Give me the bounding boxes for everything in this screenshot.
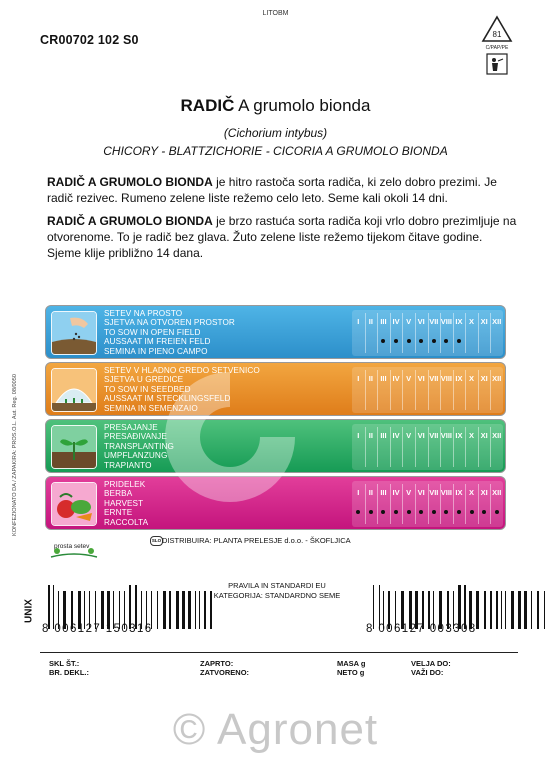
- month-separator: [415, 484, 416, 524]
- printer-label: LITOBM: [262, 10, 289, 17]
- barcode-bar: [180, 591, 181, 629]
- month-dot: [457, 510, 461, 514]
- barcode-bar: [522, 591, 523, 629]
- month-label: II: [368, 317, 373, 326]
- month-cell: [490, 481, 503, 527]
- barcode-bar: [169, 591, 171, 629]
- month-label: XII: [492, 488, 502, 497]
- barcode-bar: [480, 591, 483, 629]
- row-label: SETEV NA PROSTO: [104, 309, 183, 318]
- barcode-bar: [540, 585, 543, 629]
- month-dot: [444, 510, 448, 514]
- row-label: AUSSAAT IM STECKLINGSFELD: [104, 394, 231, 404]
- expiry-fields: VELJA DO: VAŽI DO:: [411, 659, 451, 677]
- month-label: IV: [392, 488, 400, 497]
- month-label: IX: [455, 317, 463, 326]
- barcode-bar: [172, 591, 175, 629]
- month-label: IV: [392, 431, 400, 440]
- slo-badge: SLO: [150, 536, 163, 546]
- recycle-code: 81: [492, 30, 502, 39]
- distributor: DISTRIBUIRA: PLANTA PRELESJE d.o.o. - ŠKOFLJICA: [162, 536, 351, 545]
- month-label: II: [368, 374, 373, 383]
- month-cell: [352, 310, 365, 356]
- month-cell: [352, 481, 365, 527]
- month-cell: [465, 310, 478, 356]
- month-separator: [365, 427, 366, 467]
- barcode-bar: [533, 591, 536, 629]
- month-cell: [453, 424, 466, 470]
- barcode-bar: [537, 591, 539, 629]
- month-separator: [453, 370, 454, 410]
- month-label: II: [368, 488, 373, 497]
- month-separator: [465, 370, 466, 410]
- month-separator: [377, 313, 378, 353]
- month-separator: [402, 313, 403, 353]
- month-dot: [394, 339, 398, 343]
- barcode-bar: [490, 591, 492, 629]
- month-dot: [495, 510, 499, 514]
- month-separator: [415, 313, 416, 353]
- month-separator: [453, 313, 454, 353]
- row-label: HARVEST: [104, 498, 144, 508]
- open-field-label: prosta setev: [54, 543, 90, 550]
- calendar-row-sow: [45, 305, 506, 359]
- month-separator: [415, 370, 416, 410]
- month-separator: [365, 370, 366, 410]
- weight-fields: MASA g NETO g: [337, 659, 366, 677]
- month-separator: [390, 484, 391, 524]
- month-cell: [453, 310, 466, 356]
- barcode-bar: [518, 591, 521, 629]
- month-cell: [440, 367, 453, 413]
- month-separator: [377, 427, 378, 467]
- month-dot: [407, 510, 411, 514]
- month-separator: [428, 370, 429, 410]
- month-label: X: [469, 488, 475, 497]
- month-cell: [428, 424, 441, 470]
- month-cell: [377, 310, 390, 356]
- month-label: I: [357, 431, 360, 440]
- month-dot: [432, 339, 436, 343]
- month-cell: [465, 481, 478, 527]
- month-label: VIII: [440, 431, 452, 440]
- row-label: SEMINA IN PIENO CAMPO: [104, 346, 208, 356]
- row-label: TRANSPLANTING: [104, 441, 174, 451]
- month-cell: [440, 481, 453, 527]
- month-cell: [352, 424, 365, 470]
- sealed-date-fields: ZAPRTO: ZATVORENO:: [200, 659, 250, 677]
- month-cell: [402, 310, 415, 356]
- barcode-bar: [487, 591, 489, 629]
- barcode-bar: [157, 591, 158, 629]
- month-cell: [490, 367, 503, 413]
- month-label: VII: [429, 488, 439, 497]
- barcode-bar: [176, 591, 179, 629]
- month-label: VII: [429, 374, 439, 383]
- month-label: V: [406, 374, 412, 383]
- month-separator: [490, 370, 491, 410]
- month-label: I: [357, 317, 360, 326]
- barcode-bar: [511, 591, 514, 629]
- month-separator: [490, 313, 491, 353]
- barcode-bar: [503, 591, 504, 629]
- month-separator: [377, 370, 378, 410]
- month-separator: [490, 427, 491, 467]
- sowing-hand-icon: [51, 311, 97, 355]
- month-separator: [428, 427, 429, 467]
- row-label: SETEV V HLADNO GREDO SETVENICO: [104, 366, 260, 375]
- month-cell: [428, 367, 441, 413]
- barcode-bar: [484, 591, 486, 629]
- barcode-bar: [524, 591, 527, 629]
- row-label: RACCOLTA: [104, 517, 149, 527]
- month-dot: [419, 339, 423, 343]
- month-separator: [478, 484, 479, 524]
- product-code: CR00702 102 S0: [40, 33, 139, 47]
- barcode-number-right: 8 006127 003308: [366, 623, 477, 635]
- month-grid: [352, 310, 503, 356]
- barcode-number-left: 8 006127 150316: [42, 623, 153, 635]
- unix-label: UNIX: [23, 599, 35, 623]
- barcode-bar: [531, 591, 532, 629]
- month-separator: [402, 427, 403, 467]
- month-label: I: [357, 488, 360, 497]
- month-cell: [365, 424, 378, 470]
- month-dot: [432, 510, 436, 514]
- month-label: VI: [417, 317, 425, 326]
- month-dot: [369, 510, 373, 514]
- description-hr: RADIČ A GRUMOLO BIONDA je brzo rastuća sorta radiča koji vrlo dobro prezimljuje na otvorenome. To je radič bez glava. Žuto zelene liste režemo tijekom čitave godine. Sjeme klije približno 14 dana.: [47, 214, 517, 260]
- month-separator: [415, 427, 416, 467]
- row-label: TO SOW IN SEEDBED: [104, 384, 191, 394]
- month-label: VIII: [440, 317, 452, 326]
- month-dot: [407, 339, 411, 343]
- row-label: SJETVA NA OTVOREN PROSTOR: [104, 318, 235, 328]
- month-label: III: [380, 488, 387, 497]
- row-label: ERNTE: [104, 508, 133, 518]
- row-label: BERBA: [104, 489, 133, 499]
- month-cell: [390, 367, 403, 413]
- month-separator: [402, 484, 403, 524]
- month-cell: [377, 424, 390, 470]
- month-separator: [478, 370, 479, 410]
- month-cell: [365, 310, 378, 356]
- month-cell: [365, 481, 378, 527]
- month-separator: [428, 313, 429, 353]
- month-cell: [402, 424, 415, 470]
- month-cell: [490, 310, 503, 356]
- month-label: VI: [417, 488, 425, 497]
- month-separator: [428, 484, 429, 524]
- month-cell: [415, 367, 428, 413]
- barcode-bar: [528, 591, 530, 629]
- row-label: AUSSAAT IM FREIEN FELD: [104, 337, 211, 347]
- barcode-bar: [493, 591, 495, 629]
- month-separator: [465, 484, 466, 524]
- month-label: III: [380, 317, 387, 326]
- month-label: X: [469, 374, 475, 383]
- barcode-bar: [505, 591, 506, 629]
- month-dot: [381, 510, 385, 514]
- month-label: IX: [455, 431, 463, 440]
- month-label: VII: [429, 431, 439, 440]
- month-separator: [440, 427, 441, 467]
- barcode-bar: [159, 591, 162, 629]
- month-label: IV: [392, 317, 400, 326]
- month-separator: [478, 427, 479, 467]
- recycle-icon: [476, 14, 518, 80]
- month-label: I: [357, 374, 360, 383]
- month-label: V: [406, 431, 412, 440]
- month-separator: [390, 427, 391, 467]
- row-label: UMPFLANZUNG: [104, 451, 168, 461]
- month-cell: [415, 481, 428, 527]
- product-title: RADIČ A grumolo bionda: [180, 96, 371, 115]
- month-separator: [377, 484, 378, 524]
- month-dot: [381, 339, 385, 343]
- standards-info: PRAVILA IN STANDARDI EU KATEGORIJA: STANDARDNO SEME: [213, 581, 341, 600]
- month-label: VIII: [440, 488, 452, 497]
- watermark-logo: [145, 352, 315, 522]
- month-cell: [402, 367, 415, 413]
- vegetables-icon: [51, 482, 97, 526]
- month-label: VI: [417, 431, 425, 440]
- month-label: III: [380, 374, 387, 383]
- month-cell: [415, 424, 428, 470]
- seedling-icon: [51, 425, 97, 469]
- barcode-bar: [182, 591, 185, 629]
- month-label: X: [469, 431, 475, 440]
- description-sl: RADIČ A GRUMOLO BIONDA je hitro rastoča sorta radiča, ki zelo dobro prezimi. Je radič rezivec. Rumeno zelene liste režemo celo leto. Seme kali okoli 14 dni.: [47, 175, 497, 205]
- month-dot: [470, 510, 474, 514]
- month-cell: [390, 310, 403, 356]
- month-separator: [402, 370, 403, 410]
- month-label: XI: [480, 317, 488, 326]
- month-label: IX: [455, 374, 463, 383]
- month-cell: [390, 481, 403, 527]
- month-cell: [490, 424, 503, 470]
- barcode-bar: [515, 591, 517, 629]
- month-cell: [377, 367, 390, 413]
- month-grid: [352, 367, 503, 413]
- month-grid: [352, 424, 503, 470]
- barcode-bar: [507, 591, 510, 629]
- month-cell: [478, 424, 491, 470]
- product-names: CHICORY - BLATTZICHORIE - CICORIA A GRUMOLO BIONDA: [103, 144, 448, 158]
- month-label: III: [380, 431, 387, 440]
- month-separator: [365, 313, 366, 353]
- month-cell: [377, 481, 390, 527]
- month-cell: [440, 310, 453, 356]
- row-label: PRESAJANJE: [104, 423, 158, 432]
- month-separator: [490, 484, 491, 524]
- month-separator: [478, 313, 479, 353]
- month-label: XI: [480, 488, 488, 497]
- recycle-label: C/PAP/PE: [485, 45, 509, 51]
- month-cell: [453, 481, 466, 527]
- month-label: V: [406, 317, 412, 326]
- barcode-bar: [153, 591, 156, 629]
- month-cell: [428, 481, 441, 527]
- packer-info: KONFEZIONATO DA / ZAPAKIRA: PROS.O.L. Aut. Reg. 08/0050: [12, 374, 18, 536]
- month-label: XI: [480, 431, 488, 440]
- barcode-bar: [496, 591, 498, 629]
- month-cell: [478, 481, 491, 527]
- month-cell: [402, 481, 415, 527]
- barcode-bar: [499, 591, 500, 629]
- row-label: SJETVA U GREDICE: [104, 375, 184, 385]
- greenhouse-icon: [51, 368, 97, 412]
- month-dot: [457, 339, 461, 343]
- month-separator: [465, 427, 466, 467]
- month-label: VII: [429, 317, 439, 326]
- row-label: PRIDELEK: [104, 480, 146, 489]
- month-separator: [453, 484, 454, 524]
- month-cell: [390, 424, 403, 470]
- month-cell: [352, 367, 365, 413]
- month-label: V: [406, 488, 412, 497]
- month-separator: [440, 484, 441, 524]
- month-label: XI: [480, 374, 488, 383]
- lot-number-fields: SKL ŠT.: BR. DEKL.:: [49, 659, 89, 677]
- month-label: XII: [492, 374, 502, 383]
- month-separator: [453, 427, 454, 467]
- month-dot: [394, 510, 398, 514]
- month-label: II: [368, 431, 373, 440]
- barcode-bar: [546, 585, 547, 629]
- month-separator: [365, 484, 366, 524]
- month-cell: [365, 367, 378, 413]
- month-grid: [352, 481, 503, 527]
- barcode-bar: [544, 591, 545, 629]
- month-cell: [478, 367, 491, 413]
- barcode-bar: [501, 591, 502, 629]
- month-separator: [465, 313, 466, 353]
- month-label: VI: [417, 374, 425, 383]
- watermark-text: © Agronet: [172, 705, 379, 754]
- barcode-bar: [163, 591, 166, 629]
- footer-divider: [40, 652, 518, 653]
- month-cell: [478, 310, 491, 356]
- month-label: IV: [392, 374, 400, 383]
- month-cell: [415, 310, 428, 356]
- month-cell: [453, 367, 466, 413]
- month-separator: [390, 370, 391, 410]
- month-cell: [428, 310, 441, 356]
- month-label: X: [469, 317, 475, 326]
- month-label: VIII: [440, 374, 452, 383]
- month-dot: [482, 510, 486, 514]
- month-label: IX: [455, 488, 463, 497]
- row-label: TO SOW IN OPEN FIELD: [104, 327, 201, 337]
- month-cell: [440, 424, 453, 470]
- month-separator: [440, 370, 441, 410]
- month-dot: [419, 510, 423, 514]
- month-label: XII: [492, 317, 502, 326]
- month-separator: [390, 313, 391, 353]
- month-label: XII: [492, 431, 502, 440]
- barcode-bar: [167, 591, 168, 629]
- month-separator: [440, 313, 441, 353]
- row-label: PRESAĐIVANJE: [104, 432, 167, 442]
- latin-name: (Cichorium intybus): [223, 126, 328, 140]
- row-label: SEMINA IN SEMENZAIO: [104, 403, 198, 413]
- barcode-bar: [186, 591, 187, 629]
- row-label: TRAPIANTO: [104, 460, 152, 470]
- month-cell: [465, 424, 478, 470]
- month-dot: [356, 510, 360, 514]
- month-cell: [465, 367, 478, 413]
- month-dot: [444, 339, 448, 343]
